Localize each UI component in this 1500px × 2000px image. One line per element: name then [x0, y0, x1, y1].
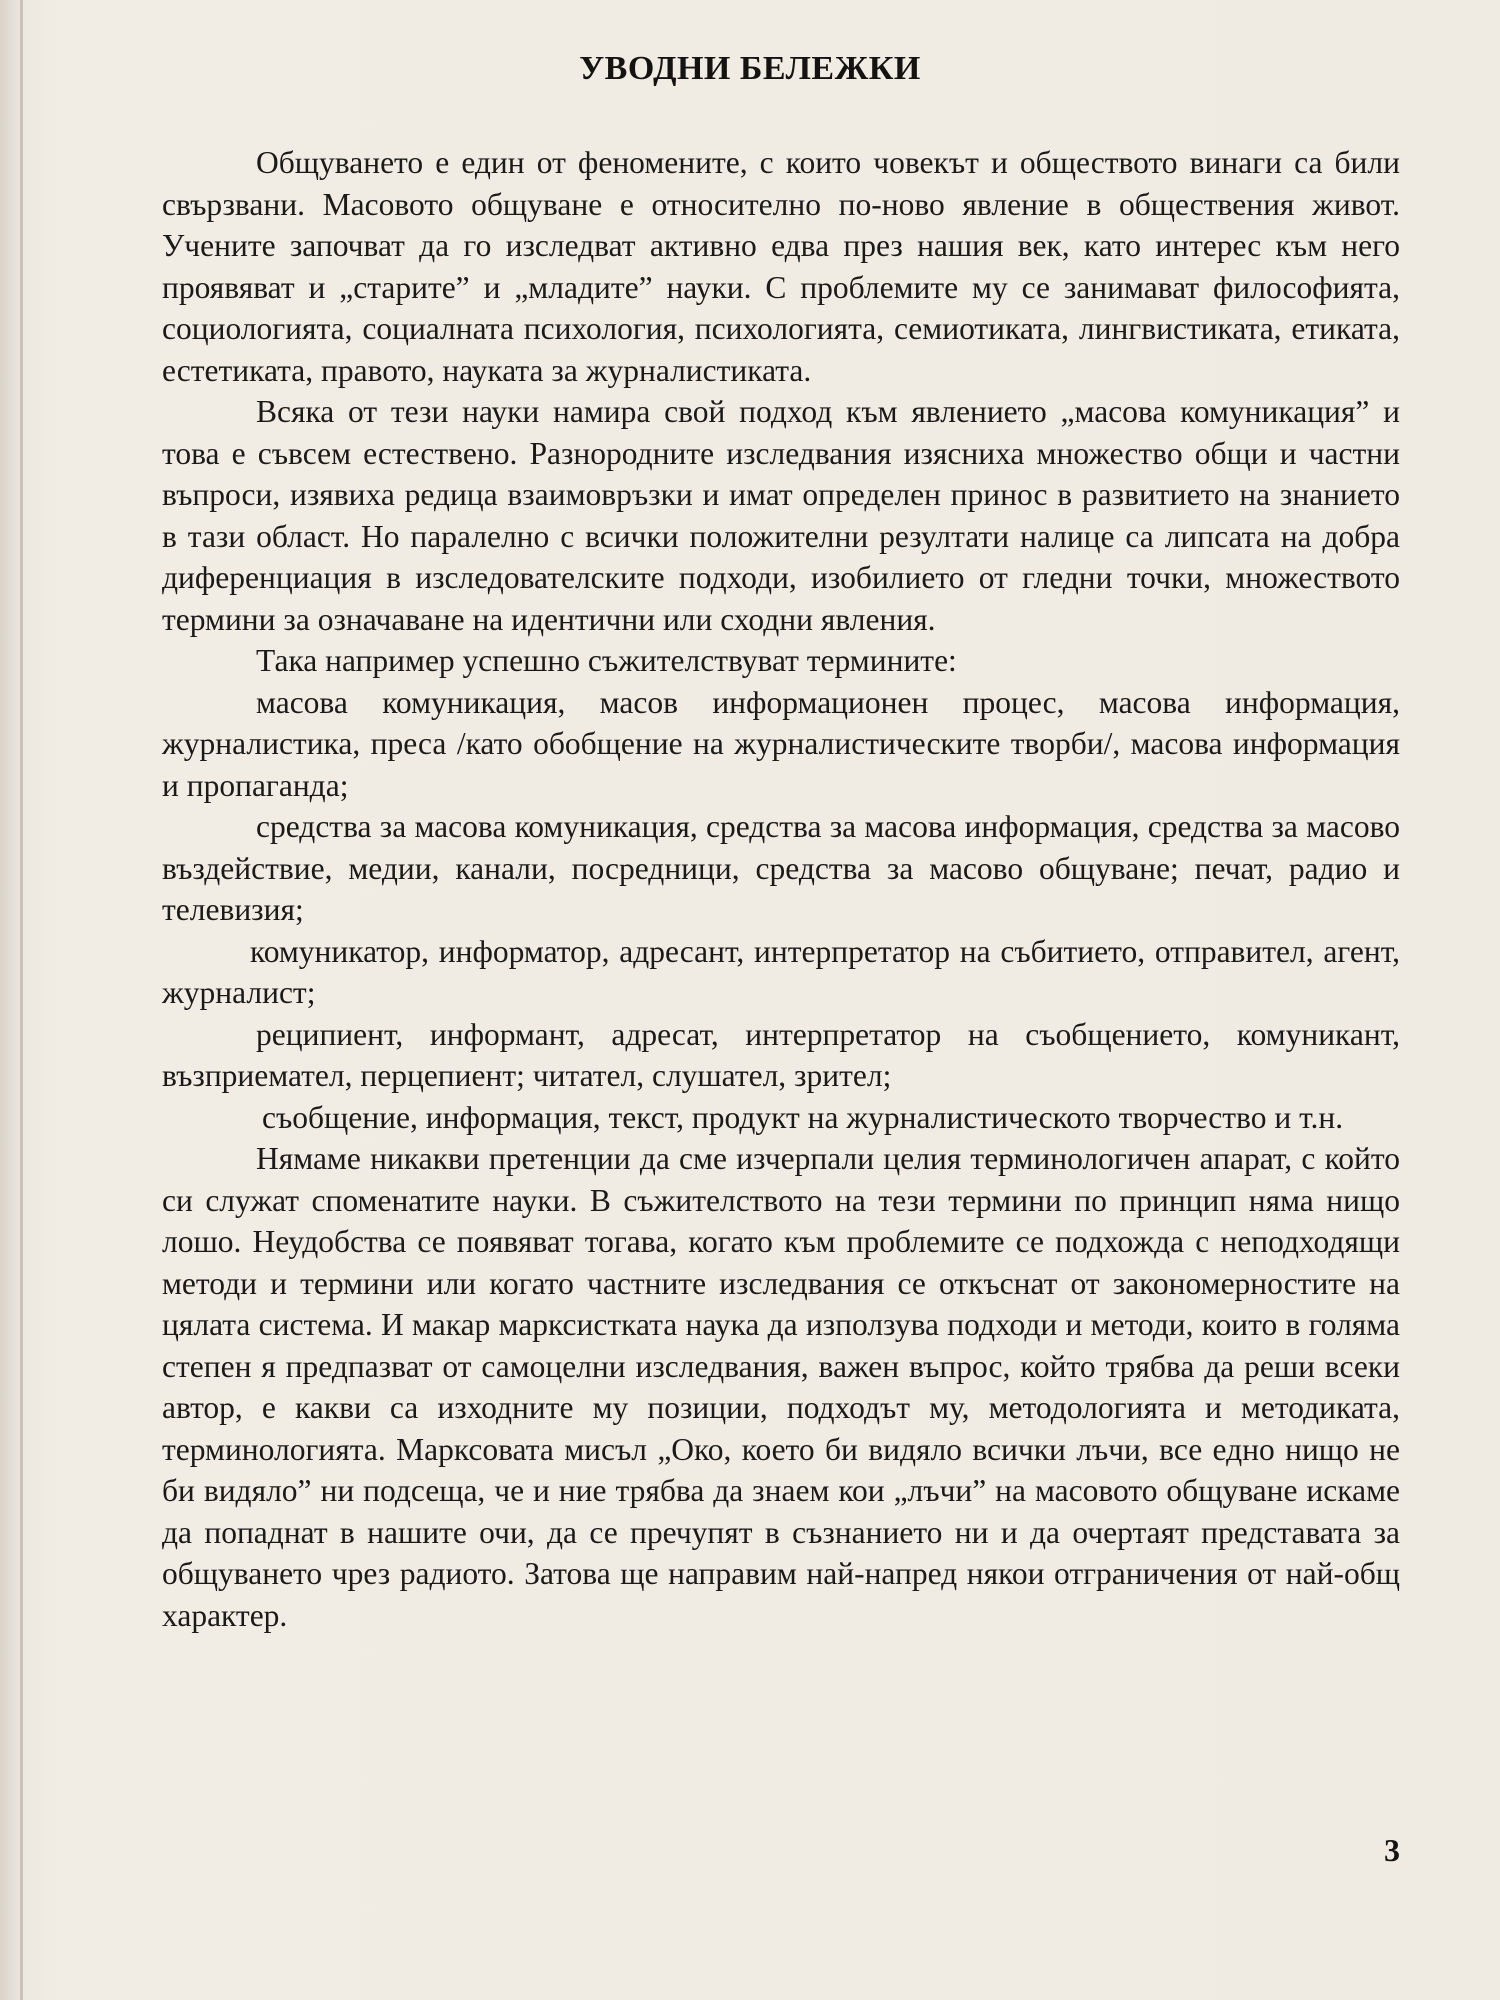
term-list-item: средства за масова комуникация, средства за масова информация, средства за масово въздействие, медии, канали, посредници, средства за масово общуване; печат, радио и телевизия; [162, 809, 1400, 927]
book-binding-edge [20, 0, 23, 2000]
paragraph: Всяка от тези науки намира свой подход към явлението „масова комуникация” и това е съвсем естествено. Разнородните изследвания изясниха множество общи и частни въпроси, изявиха редица взаимовръзки и имат определен принос в развитието на знанието в тази област. Но паралелно с всички положителни резултати налице са липсата на добра диференциация в изследователските подходи, изобилието от гледни точки, множеството термини за означаване на идентични или сходни явления. [162, 394, 1400, 637]
paragraph: Нямаме никакви претенции да сме изчерпали целия терминологичен апарат, с който си служат споменатите науки. В съжителството на тези термини по принцип няма нищо лошо. Неудобства се появяват тогава, когато към проблемите се подхожда с неподходящи методи и термини или когато частните изследвания се откъснат от закономерностите на цялата система. И макар марксистката наука да използува подходи и методи, които в голяма степен я предпазват от самоцелни изследвания, важен въпрос, който трябва да реши всеки автор, е какви са изходните му позиции, подходът му, методологията и методиката, терминологията. Марксовата мисъл „Око, което би видяло всички лъчи, все едно нищо не би видяло” ни подсеща, че и ние трябва да знаем кои „лъчи” на масовото общуване искаме да попаднат в нашите очи, да се пречупят в съзнанието ни и да очертаят представата за общуването чрез радиото. Затова ще направим най-напред някои отграничения от най-общ характер. [162, 1141, 1400, 1633]
paragraph: Общуването е един от феномените, с които човекът и обществото винаги са били свързвани. Масовото общуване е относително по-ново явление в обществения живот. Учените започват да го изследват активно едва през нашия век, като интерес към него проявяват и „старите” и „младите” науки. С проблемите му се занимават философията, социологията, социалната психология, психологията, семиотиката, лингвистиката, етиката, естетиката, правото, науката за журналистиката. [162, 145, 1400, 388]
body-text [162, 142, 1400, 1636]
paragraph: Така например успешно съжителствуват термините: [256, 643, 957, 678]
term-list-item: масова комуникация, масов информационен процес, масова информация, журналистика, преса /като обобщение на журналистическите творби/, масова информация и пропаганда; [162, 684, 1400, 803]
page-title: УВОДНИ БЕЛЕЖКИ [579, 50, 921, 87]
page-number: 3 [1384, 1832, 1400, 1868]
term-list-item: комуникатор, информатор, адресант, интерпретатор на събитието, отправител, агент, журналист; [162, 933, 1400, 1010]
term-list-item: съобщение, информация, текст, продукт на журналистическото творчество и т.н. [262, 1099, 1344, 1135]
term-list-item: реципиент, информант, адресат, интерпретатор на съобщението, комуникант, възприемател, перцепиент; читател, слушател, зрител; [162, 1016, 1400, 1093]
